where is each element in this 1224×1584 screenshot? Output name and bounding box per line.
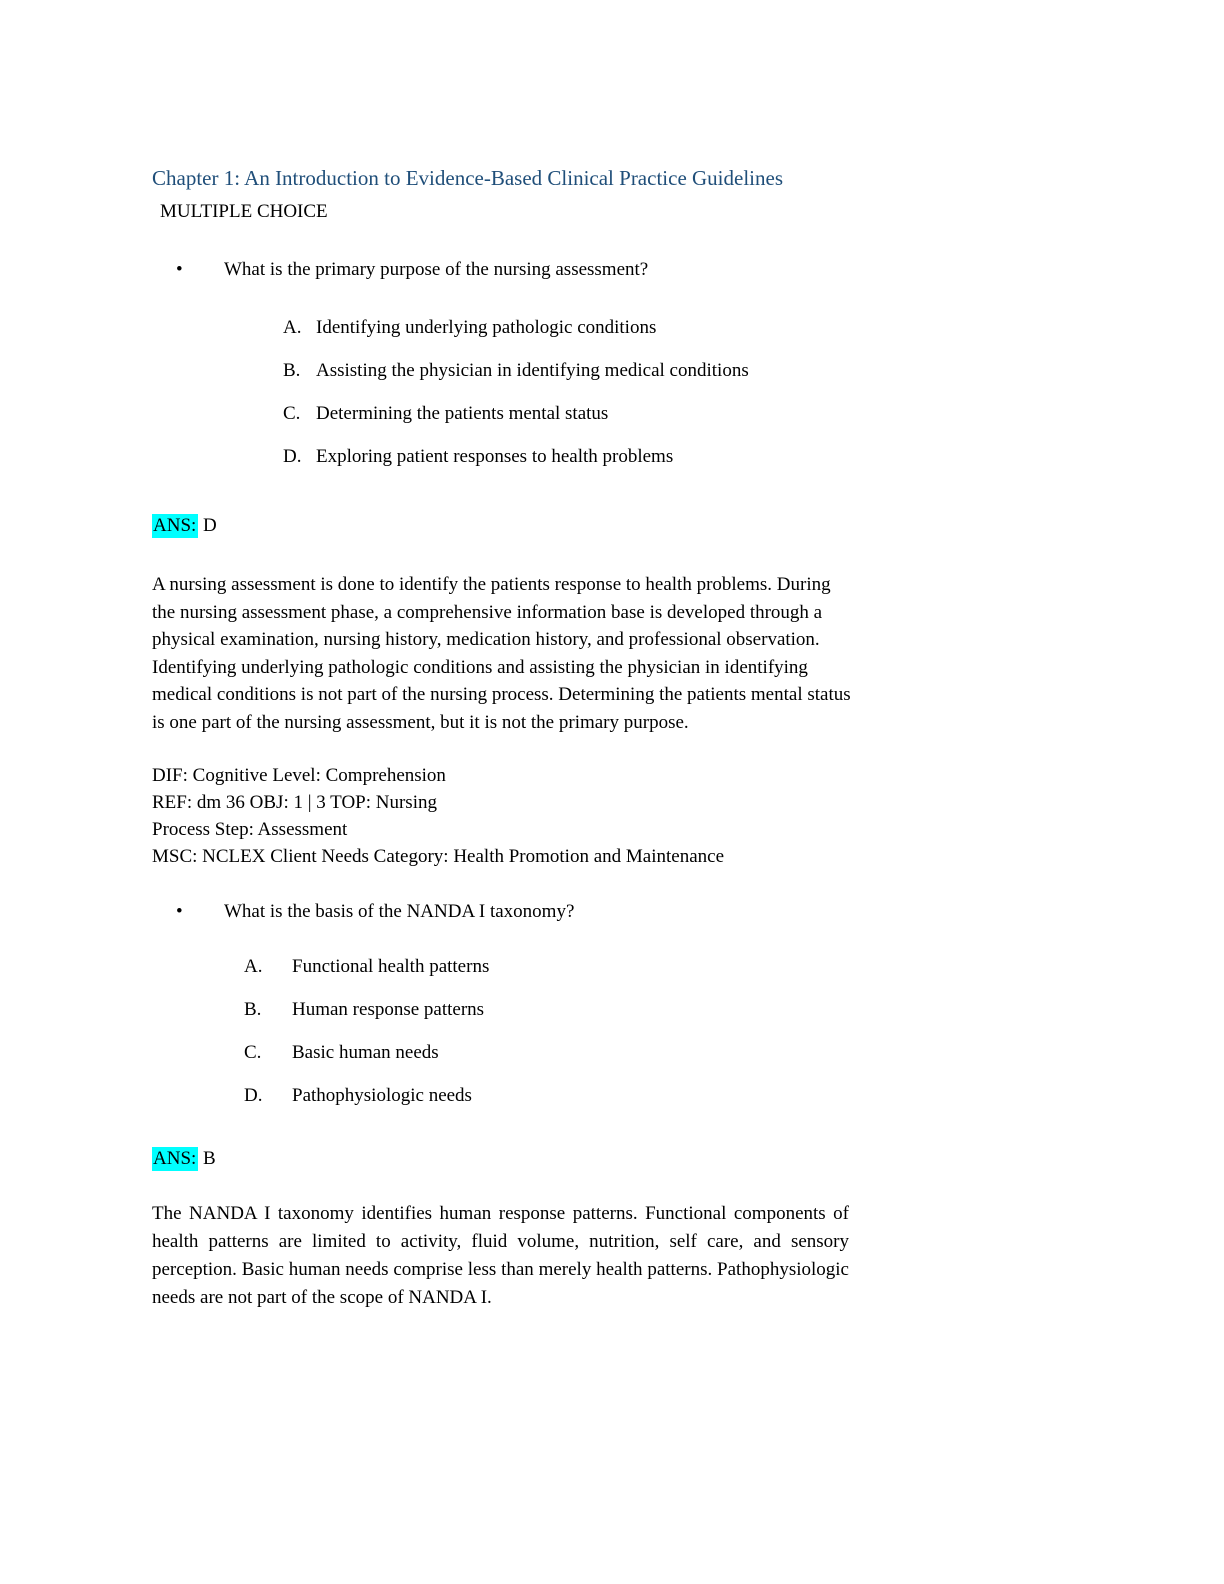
meta-line-msc: MSC: NCLEX Client Needs Category: Health Promotion and Maintenance (152, 846, 725, 867)
option-text: Human response patterns (292, 999, 485, 1020)
option-letter: A. (244, 956, 263, 977)
option-row (152, 359, 1074, 383)
meta-line-dif: DIF: Cognitive Level: Comprehension (152, 765, 446, 786)
bullet-icon: • (176, 901, 183, 922)
explanation-paragraph: A nursing assessment is done to identify the patients response to health problems. During the nursing assessment phase, a comprehensive information base is developed through a physical examination, nursing history, medication history, and professional observation. Identifying underlying pathologic conditions and assisting the physician in identifying medical conditions is not part of the nursing process. Determining the patients mental status is one part of the nursing assessment, but it is not the primary purpose. (152, 574, 851, 733)
page-title: Chapter 1: An Introduction to Evidence-Based Clinical Practice Guidelines (152, 166, 783, 190)
option-text: Basic human needs (292, 1042, 439, 1063)
option-text: Assisting the physician in identifying medical conditions (316, 360, 749, 381)
meta-block (152, 762, 1074, 870)
answer-line (152, 513, 1074, 538)
option-row (152, 955, 1074, 979)
option-text: Pathophysiologic needs (292, 1085, 472, 1106)
option-text: Identifying underlying pathologic conditions (316, 317, 657, 338)
question-item-1 (152, 258, 1074, 282)
option-row (152, 1084, 1074, 1108)
option-letter: B. (283, 360, 301, 381)
options-list-2 (152, 955, 1074, 1108)
question-text: What is the basis of the NANDA I taxonomy? (224, 901, 575, 922)
options-list-1 (152, 316, 1074, 469)
meta-line-process-step: Process Step: Assessment (152, 819, 348, 840)
option-letter: D. (244, 1085, 263, 1106)
option-letter: B. (244, 999, 262, 1020)
answer-value: B (203, 1148, 216, 1169)
option-row (152, 402, 1074, 426)
answer-value: D (203, 515, 217, 536)
answer-label-highlight: ANS: (153, 515, 197, 536)
answer-line (152, 1146, 1074, 1171)
option-row (152, 1041, 1074, 1065)
option-text: Functional health patterns (292, 956, 490, 977)
option-letter: C. (244, 1042, 262, 1063)
option-letter: D. (283, 446, 302, 467)
explanation-paragraph: The NANDA I taxonomy identifies human response patterns. Functional components of health patterns are limited to activity, fluid volume, nutrition, self care, and sensory perception. Basic human needs comprise less than merely health patterns. Pathophysiologic needs are not part of the scope of NANDA I. (152, 1203, 849, 1308)
question-item-2 (152, 900, 1074, 924)
bullet-icon: • (176, 259, 183, 280)
option-row (152, 998, 1074, 1022)
section-heading: MULTIPLE CHOICE (160, 201, 328, 222)
option-text: Determining the patients mental status (316, 403, 609, 424)
option-text: Exploring patient responses to health problems (316, 446, 674, 467)
option-letter: C. (283, 403, 301, 424)
answer-label-highlight: ANS: (153, 1148, 197, 1169)
option-row (152, 316, 1074, 340)
question-text: What is the primary purpose of the nursing assessment? (224, 259, 649, 280)
meta-line-ref: REF: dm 36 OBJ: 1 | 3 TOP: Nursing (152, 792, 437, 813)
option-letter: A. (283, 317, 302, 338)
option-row (152, 445, 1074, 469)
